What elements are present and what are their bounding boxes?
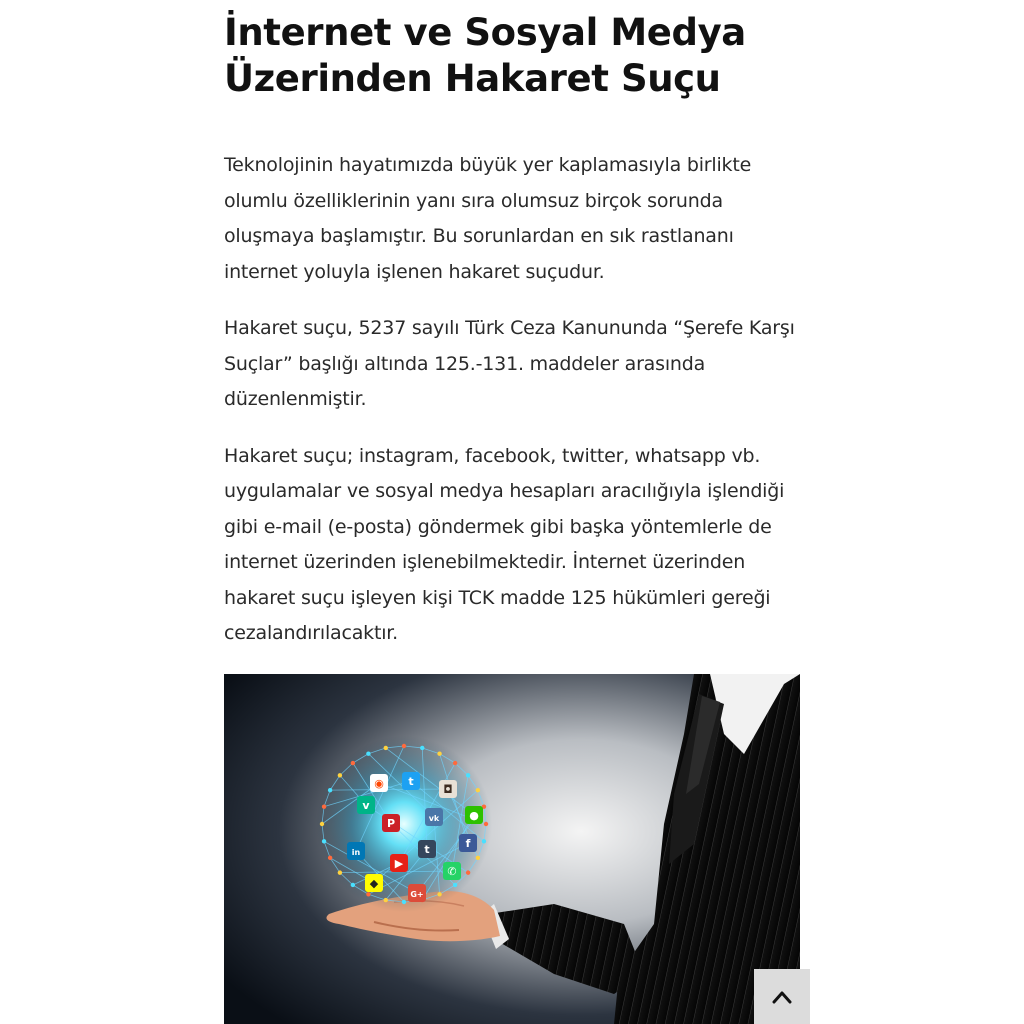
vk-icon — [425, 808, 443, 826]
svg-text:t: t — [424, 843, 430, 856]
network-node — [466, 870, 470, 874]
text-line: internet üzerinden işlenebilmektedir. İnternet üzerinden — [224, 551, 746, 573]
whatsapp-icon — [443, 862, 461, 880]
text-line: hakaret suçu işleyen kişi TCK madde 125 hükümleri gereği — [224, 586, 771, 609]
network-node — [338, 870, 342, 874]
svg-text:✆: ✆ — [447, 865, 457, 878]
network-node — [476, 788, 480, 792]
instagram-icon — [439, 780, 457, 798]
hero-illustration — [224, 674, 800, 1024]
svg-text:P: P — [386, 817, 396, 830]
chevron-up-icon — [772, 990, 792, 1004]
network-node — [453, 883, 457, 887]
paragraph-methods — [224, 439, 814, 652]
paragraph-intro — [224, 148, 814, 290]
network-node — [322, 839, 326, 843]
title-line: İnternet ve Sosyal Medya — [224, 11, 746, 54]
text-line: oluşmaya başlamıştır. Bu sorunlardan en sık rastlananı — [224, 225, 734, 247]
tumblr-icon — [418, 840, 436, 858]
network-node — [328, 788, 332, 792]
text-line: Teknolojinin hayatımızda büyük yer kaplamasıyla birlikte — [224, 154, 752, 176]
svg-text:●: ● — [469, 809, 479, 822]
network-node — [322, 804, 326, 808]
text-line: gibi e-mail (e-posta) göndermek gibi başka yöntemlerle de — [224, 515, 772, 538]
article-hero-image — [224, 674, 800, 1024]
pinterest-icon — [382, 814, 400, 832]
back-to-top-button[interactable] — [754, 969, 810, 1024]
text-line: internet yoluyla işlenen hakaret suçudur. — [224, 260, 605, 283]
google-plus-icon — [408, 884, 426, 902]
article — [224, 0, 814, 652]
svg-text:◉: ◉ — [374, 777, 384, 790]
network-node — [484, 822, 488, 826]
network-node — [384, 898, 388, 902]
svg-text:◆: ◆ — [369, 877, 379, 890]
text-line: cezalandırılacaktır. — [224, 622, 398, 644]
text-line: Hakaret suçu, 5237 sayılı Türk Ceza Kanununda “Şerefe Karşı — [224, 317, 795, 339]
network-node — [351, 761, 355, 765]
paragraph-law — [224, 311, 814, 418]
svg-text:f: f — [465, 837, 471, 850]
svg-text:v: v — [362, 799, 370, 812]
network-node — [482, 839, 486, 843]
network-node — [384, 746, 388, 750]
network-node — [466, 773, 470, 777]
reddit-icon — [370, 774, 388, 792]
text-line: düzenlenmiştir. — [224, 388, 367, 410]
network-node — [437, 752, 441, 756]
svg-text:in: in — [351, 848, 361, 857]
social-network-globe — [316, 736, 492, 912]
facebook-icon — [459, 834, 477, 852]
wechat-icon — [465, 806, 483, 824]
linkedin-icon — [347, 842, 365, 860]
vine-icon — [357, 796, 375, 814]
network-node — [366, 752, 370, 756]
svg-text:▶: ▶ — [394, 857, 404, 870]
svg-text:vk: vk — [428, 814, 440, 823]
network-node — [320, 822, 324, 826]
network-node — [420, 746, 424, 750]
network-node — [328, 856, 332, 860]
network-node — [437, 892, 441, 896]
page-title — [224, 10, 814, 102]
network-node — [338, 773, 342, 777]
network-node — [351, 883, 355, 887]
youtube-icon — [390, 854, 408, 872]
text-line: Hakaret suçu; instagram, facebook, twitter, whatsapp vb. — [224, 444, 761, 467]
twitter-icon — [402, 772, 420, 790]
svg-text:G+: G+ — [410, 890, 424, 899]
text-line: Suçlar” başlığı altında 125.-131. maddeler arasında — [224, 352, 706, 375]
network-node — [476, 856, 480, 860]
snapchat-icon — [365, 874, 383, 892]
svg-text:◘: ◘ — [443, 783, 453, 796]
network-node — [402, 744, 406, 748]
network-node — [402, 900, 406, 904]
title-line: Üzerinden Hakaret Suçu — [224, 57, 721, 100]
network-node — [366, 892, 370, 896]
svg-text:t: t — [408, 775, 414, 788]
text-line: olumlu özelliklerinin yanı sıra olumsuz birçok sorunda — [224, 189, 723, 212]
network-node — [453, 761, 457, 765]
text-line: uygulamalar ve sosyal medya hesapları aracılığıyla işlendiği — [224, 480, 785, 502]
